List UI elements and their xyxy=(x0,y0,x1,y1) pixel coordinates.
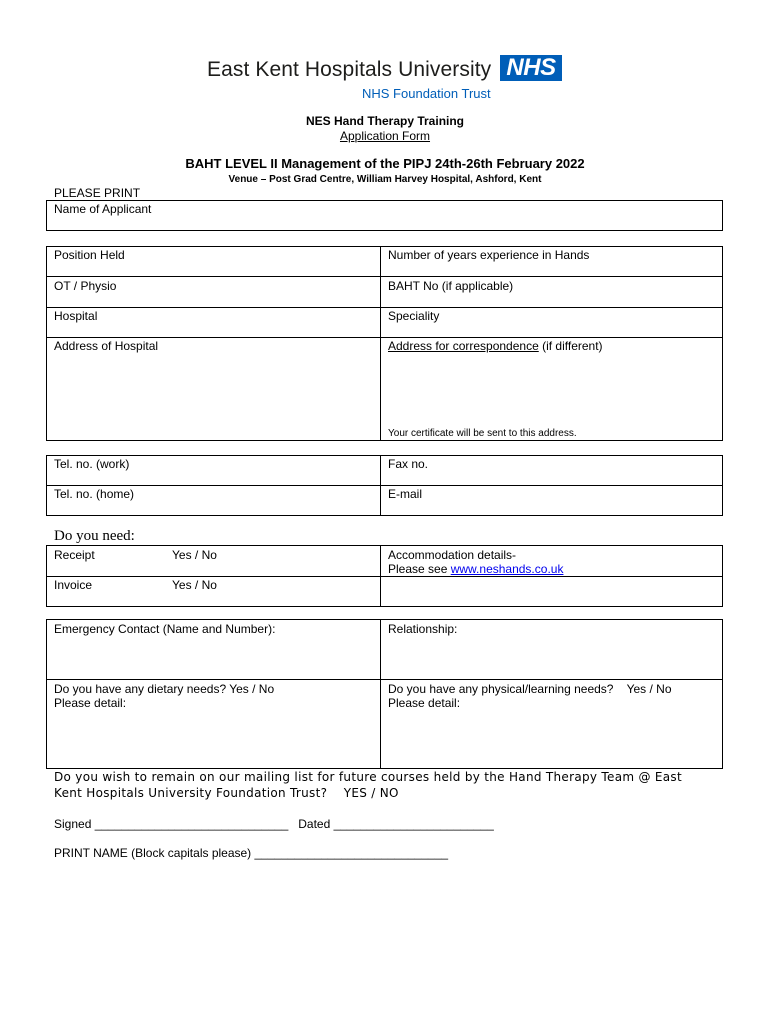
print-name-line[interactable]: PRINT NAME (Block capitals please) _____________________________ xyxy=(54,846,449,860)
nhs-logo: NHS xyxy=(500,55,562,81)
baht-no-field[interactable]: BAHT No (if applicable) xyxy=(388,279,514,293)
if-different-label: (if different) xyxy=(538,339,603,353)
address-correspondence-label: Address for correspondence xyxy=(388,339,539,353)
email-field[interactable]: E-mail xyxy=(388,487,423,501)
signed-dated-line[interactable]: Signed _____________________________ Dated ________________________ xyxy=(54,817,494,831)
emergency-contact-field[interactable]: Emergency Contact (Name and Number): xyxy=(54,622,276,636)
form-subtitle: Application Form xyxy=(339,129,431,143)
address-correspondence-field[interactable] xyxy=(388,339,603,353)
speciality-field[interactable]: Speciality xyxy=(388,309,440,323)
website-link[interactable]: www.neshands.co.uk xyxy=(450,562,564,576)
years-experience-field[interactable]: Number of years experience in Hands xyxy=(388,248,590,262)
please-print-label: PLEASE PRINT xyxy=(54,186,141,200)
org-name: East Kent Hospitals University xyxy=(207,58,492,81)
address-hospital-field[interactable]: Address of Hospital xyxy=(54,339,159,353)
ot-physio-field[interactable]: OT / Physio xyxy=(54,279,117,293)
invoice-label: Invoice xyxy=(54,578,93,592)
receipt-yes-no[interactable]: Yes / No xyxy=(172,548,217,562)
tel-home-field[interactable]: Tel. no. (home) xyxy=(54,487,135,501)
accommodation-label: Accommodation details- xyxy=(388,548,517,562)
venue: Venue – Post Grad Centre, William Harvey Hospital, Ashford, Kent xyxy=(228,174,542,185)
physical-needs-field[interactable]: Do you have any physical/learning needs? Yes / No xyxy=(388,682,672,696)
receipt-label: Receipt xyxy=(54,548,95,562)
trust-name: NHS Foundation Trust xyxy=(362,86,491,101)
dietary-detail-label: Please detail: xyxy=(54,696,127,710)
mailing-list-question: Do you wish to remain on our mailing list for future courses held by the Hand Therapy Team @ East Kent Hospitals University Foundation Trust? YES / NO xyxy=(54,770,687,800)
fax-field[interactable]: Fax no. xyxy=(388,457,429,471)
accommodation-link-line xyxy=(388,562,563,576)
relationship-field[interactable]: Relationship: xyxy=(388,622,458,636)
dietary-needs-field[interactable]: Do you have any dietary needs? Yes / No xyxy=(54,682,275,696)
physical-detail-label: Please detail: xyxy=(388,696,461,710)
invoice-yes-no[interactable]: Yes / No xyxy=(172,578,217,592)
form-title: NES Hand Therapy Training xyxy=(305,114,465,128)
position-held-field[interactable]: Position Held xyxy=(54,248,125,262)
tel-work-field[interactable]: Tel. no. (work) xyxy=(54,457,130,471)
certificate-note: Your certificate will be sent to this address. xyxy=(388,428,577,439)
please-see-label: Please see xyxy=(388,562,451,576)
hospital-field[interactable]: Hospital xyxy=(54,309,98,323)
course-title: BAHT LEVEL II Management of the PIPJ 24th-26th February 2022 xyxy=(185,156,585,171)
do-you-need-heading: Do you need: xyxy=(54,528,135,544)
applicant-name-label: Name of Applicant xyxy=(54,202,152,216)
